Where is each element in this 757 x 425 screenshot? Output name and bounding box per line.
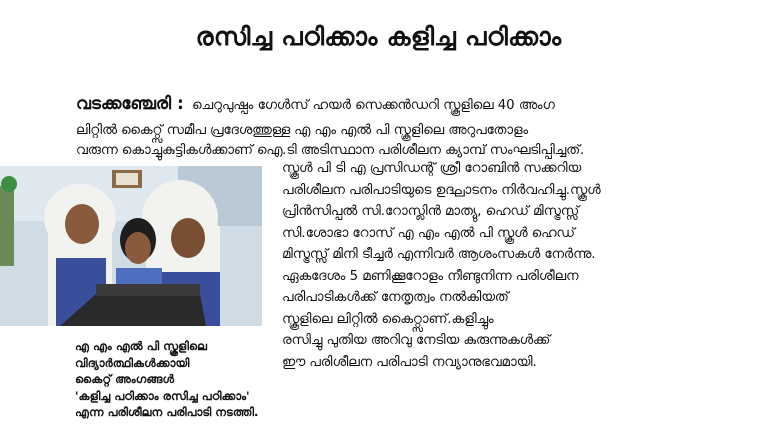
intro-line: ലിറ്റിൽ കൈറ്റ്സ് സമീപ പ്രദേശത്തുള്ള എ എം എൽ പി സ്കൂളിലെ അറുപതോളം: [76, 123, 529, 138]
first-line-text: ചെറുപുഷ്പം ഗേൾസ് ഹയർ സെക്കൻഡറി സ്കൂളിലെ 40 അംഗ: [192, 98, 555, 113]
body-line: രസിച്ചു പുതിയ അറിവു നേടിയ കുരുന്നുകൾക്ക്: [282, 333, 551, 348]
headline: രസിച്ച പഠിക്കാം കളിച്ച പഠിക്കാം: [195, 22, 562, 51]
body-line: ഏകദേശം 5 മണിക്കൂറോളം നീണ്ടുനിന്ന പരിശീലന: [282, 268, 579, 284]
body-line: പരിശീലന പരിപാടിയുടെ ഉദ്ഘാടനം നിർവഹിച്ചു.സ്കൂൾ: [282, 182, 601, 198]
article-body: [282, 158, 752, 373]
article-first-line: [76, 94, 716, 116]
students-at-laptop-image: [0, 166, 262, 326]
intro-line: വരുന്ന കൊച്ചുകുട്ടികൾക്കാണ് ഐ.ടി അടിസ്ഥാന പരിശീലന ക്യാമ്പ് സംഘടിപ്പിച്ചത്.: [76, 143, 585, 158]
body-line: മിസ്ട്രസ്സ് മിനി ടീച്ചർ എന്നിവർ ആശംസകൾ നേർന്നു.: [282, 247, 596, 262]
body-line: സ്കൂളിലെ ലിറ്റിൽ കൈറ്റ്സാണ്.കളിച്ചും: [282, 311, 494, 327]
caption-line: എന്ന പരിശീലന പരിപാടി നടത്തി.: [75, 405, 259, 420]
body-line: പ്രിൻസിപ്പൽ സി.റോസ്ലിൻ മാത്യു, ഹെഡ് മിസ്ട്രസ്സ്: [282, 204, 579, 219]
caption-line: കൈറ്റ് അംഗങ്ങൾ: [75, 372, 175, 387]
body-line: സി.ശോഭാ റോസ് എ എം എൽ പി സ്കൂൾ ഹെഡ്: [282, 225, 575, 241]
body-line: പരിപാടികൾക്ക് നേതൃത്വം നൽകിയത്: [282, 290, 509, 305]
article-intro: [76, 121, 716, 161]
body-line: സ്കൂൾ പി ടി എ പ്രസിഡന്റ് ശ്രീ റോബിൻ സക്കറിയ: [282, 161, 582, 176]
dateline: വടക്കഞ്ചേരി :: [76, 94, 184, 114]
body-line: ഈ പരിശീലന പരിപാടി നവ്യാനുഭവമായി.: [282, 354, 537, 370]
caption-line: 'കളിച്ച പഠിക്കാം രസിച്ച പഠിക്കാം': [75, 388, 250, 403]
caption-line: വിദ്യാർത്ഥികൾക്കായി: [75, 355, 190, 370]
news-photo: [0, 166, 262, 326]
caption-line: എ എം എൽ പി സ്കൂളിലെ: [75, 339, 208, 353]
photo-caption: [75, 338, 335, 421]
